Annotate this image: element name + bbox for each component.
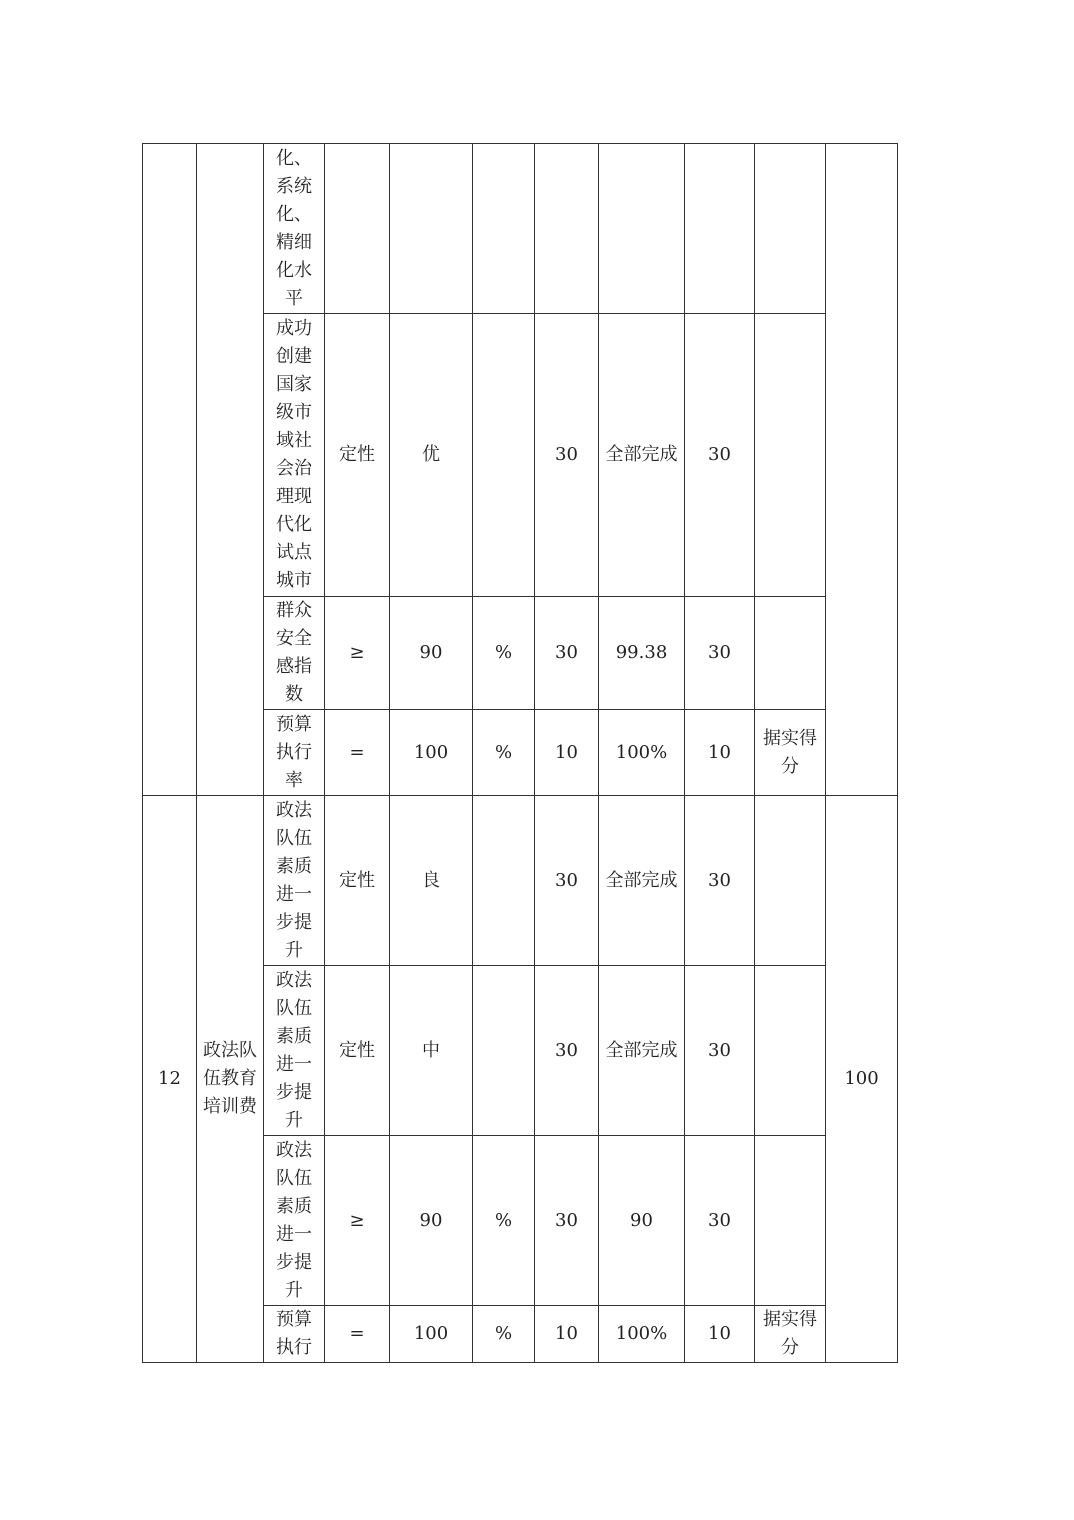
indicator-actual: 全部完成: [599, 966, 685, 1136]
indicator-operator: 定性: [325, 314, 390, 597]
indicator-weight: 30: [535, 1136, 599, 1306]
indicator-name: 预算执行: [264, 1306, 325, 1363]
indicator-note: [755, 144, 826, 314]
indicator-target: 100: [390, 1306, 473, 1363]
indicator-unit: [473, 314, 535, 597]
indicator-score: [685, 144, 755, 314]
indicator-unit: [473, 796, 535, 966]
indicator-name: 群众安全感指数: [264, 597, 325, 710]
seq-cell: [143, 144, 197, 796]
project-cell: 政法队伍教育培训费: [197, 796, 264, 1363]
indicator-note: [755, 597, 826, 710]
total-score-cell: 100: [826, 796, 898, 1363]
indicator-operator: ≥: [325, 1136, 390, 1306]
indicator-target: 良: [390, 796, 473, 966]
indicator-actual: 90: [599, 1136, 685, 1306]
indicator-note: [755, 796, 826, 966]
indicator-operator: ≥: [325, 597, 390, 710]
indicator-score: 30: [685, 966, 755, 1136]
indicator-operator: [325, 144, 390, 314]
indicator-name: 预算执行率: [264, 710, 325, 796]
indicator-note: [755, 314, 826, 597]
indicator-unit: [473, 966, 535, 1136]
indicator-unit: [473, 144, 535, 314]
indicator-name: 化、系统化、精细化水平: [264, 144, 325, 314]
indicator-target: [390, 144, 473, 314]
indicator-weight: 30: [535, 966, 599, 1136]
indicator-operator: 定性: [325, 966, 390, 1136]
indicator-target: 优: [390, 314, 473, 597]
indicator-weight: 10: [535, 1306, 599, 1363]
indicator-unit: %: [473, 710, 535, 796]
indicator-name: 政法队伍素质进一步提升: [264, 1136, 325, 1306]
indicator-target: 中: [390, 966, 473, 1136]
indicator-weight: 30: [535, 597, 599, 710]
indicator-note: 据实得分: [755, 710, 826, 796]
indicator-name: 政法队伍素质进一步提升: [264, 966, 325, 1136]
indicator-unit: %: [473, 1136, 535, 1306]
table-row: [143, 144, 898, 314]
indicator-operator: =: [325, 710, 390, 796]
indicator-actual: 100%: [599, 710, 685, 796]
indicator-score: 30: [685, 597, 755, 710]
indicator-note: [755, 1136, 826, 1306]
indicator-note: 据实得分: [755, 1306, 826, 1363]
indicator-weight: 10: [535, 710, 599, 796]
indicator-target: 90: [390, 597, 473, 710]
indicator-actual: 全部完成: [599, 314, 685, 597]
project-cell: [197, 144, 264, 796]
performance-table: [142, 143, 898, 1363]
seq-cell: 12: [143, 796, 197, 1363]
indicator-score: 10: [685, 710, 755, 796]
indicator-target: 90: [390, 1136, 473, 1306]
indicator-target: 100: [390, 710, 473, 796]
indicator-unit: %: [473, 597, 535, 710]
indicator-actual: [599, 144, 685, 314]
indicator-weight: 30: [535, 796, 599, 966]
indicator-operator: =: [325, 1306, 390, 1363]
indicator-score: 30: [685, 796, 755, 966]
indicator-actual: 99.38: [599, 597, 685, 710]
indicator-name: 政法队伍素质进一步提升: [264, 796, 325, 966]
table-row: [143, 796, 898, 966]
indicator-score: 10: [685, 1306, 755, 1363]
indicator-score: 30: [685, 1136, 755, 1306]
indicator-weight: 30: [535, 314, 599, 597]
indicator-score: 30: [685, 314, 755, 597]
indicator-actual: 全部完成: [599, 796, 685, 966]
indicator-name: 成功创建国家级市域社会治理现代化试点城市: [264, 314, 325, 597]
indicator-note: [755, 966, 826, 1136]
indicator-weight: [535, 144, 599, 314]
indicator-actual: 100%: [599, 1306, 685, 1363]
indicator-unit: %: [473, 1306, 535, 1363]
indicator-operator: 定性: [325, 796, 390, 966]
total-score-cell: [826, 144, 898, 796]
